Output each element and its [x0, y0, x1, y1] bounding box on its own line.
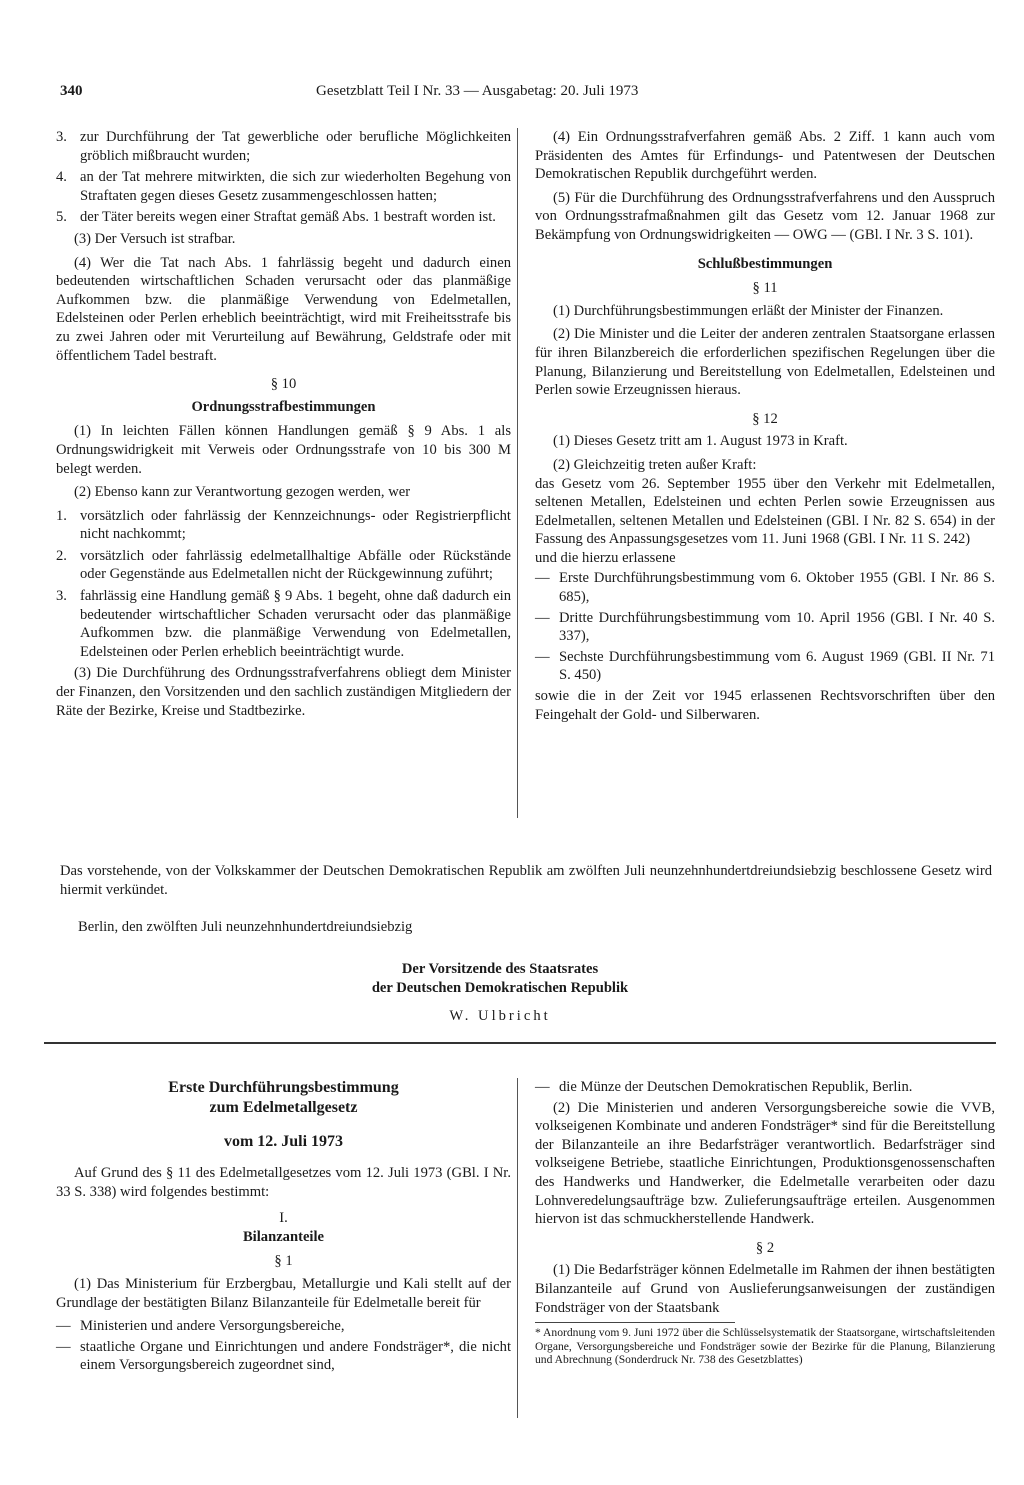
paragraph: (4) Ein Ordnungsstrafverfahren gemäß Abs. 2 Ziff. 1 kann auch vom Präsidenten des Amtes für Erfindungs- und Patentwesen der Deutschen Demokratischen Republik durchgeführt werden. [535, 129, 995, 183]
list-item: 2. vorsätzlich oder fahrlässig edelmetallhaltige Abfälle oder Rückstände oder Gegenstände aus Edelmetallen nicht der Rückgewinnung zuführt; [56, 547, 511, 583]
list-item: — Erste Durchführungsbestimmung vom 6. Oktober 1955 (GBl. I Nr. 86 S. 685), [535, 570, 995, 606]
list-item: — Dritte Durchführungsbestimmung vom 10. April 1956 (GBl. I Nr. 40 S. 337), [535, 609, 995, 645]
bottom-right-column [535, 1078, 995, 1372]
paragraph: (2) Die Minister und die Leiter der anderen zentralen Staatsorgane erlassen für ihren Bilanzbereich die erforderlichen spezifischen Regelungen über die Planung, Bilanzierung und Bereitstellung von Edelmetallen, Edelsteinen und Perlen sowie Erzeugnissen hieraus. [535, 326, 995, 399]
section-label: § 11 [752, 280, 778, 297]
column-divider [517, 1078, 518, 1418]
paragraph: sowie die in der Zeit vor 1945 erlassenen Rechtsvorschriften über den Feingehalt der Gold- und Silberwaren. [535, 688, 995, 723]
section-heading: Ordnungsstrafbestimmungen [191, 398, 376, 415]
paragraph: (2) Die Ministerien und anderen Versorgungsbereiche sowie die VVB, volkseigenen Kombinate und anderen Fondsträger* sind für die Bereitstellung der Bilanzanteile an ihre Bedarfsträger verantwortlich. Bedarfsträger sind volkseigene Betriebe, staatliche Einrichtungen, Produktionsgenossenschaften des Handwerks und Handwerker, die Edelmetalle verarbeiten oder dazu Lohnveredelungsaufträge bzw. Zulieferungsaufträge erteilen. Ausgenommen hiervon ist das schmuckherstellende Handwerk. [535, 1099, 995, 1228]
paragraph: (1) Dieses Gesetz tritt am 1. August 1973 in Kraft. [553, 433, 848, 450]
paragraph: (1) Die Bedarfsträger können Edelmetalle im Rahmen der ihnen bestätigten Bilanzanteile auf Grund von Auslieferungsanweisungen der zuständigen Fondsträger von der Staatsbank [535, 1262, 995, 1316]
top-left-column [56, 128, 511, 725]
column-divider [517, 128, 518, 818]
horizontal-rule [44, 1042, 996, 1044]
list-item: 5. der Täter bereits wegen einer Straftat gemäß Abs. 1 bestraft worden ist. [56, 209, 496, 226]
section-label: § 10 [270, 376, 297, 393]
bottom-left-column [56, 1078, 511, 1377]
list-item: — staatliche Organe und Einrichtungen und andere Fondsträger*, die nicht einem Versorgungsbereich zugeordnet sind, [56, 1338, 511, 1374]
paragraph: (4) Wer die Tat nach Abs. 1 fahrlässig begeht und dadurch einen bedeutenden wirtschaftlichen Schaden verursacht oder das planmäßige Aufkommen bzw. die planmäßige Verwendung von Edelmetallen, Edelsteinen oder Perlen erheblich beeinträchtigt, wird mit Freiheitsstrafe bis zu zwei Jahren oder mit Verurteilung auf Bewährung, Geldstrafe oder mit öffentlichem Tadel bestraft. [56, 254, 511, 364]
list-item: — die Münze der Deutschen Demokratischen Republik, Berlin. [535, 1079, 913, 1095]
section-label: § 12 [752, 410, 778, 427]
paragraph: (5) Für die Durchführung des Ordnungsstrafverfahrens und den Ausspruch von Ordnungsstrafmaßnahmen gilt das Gesetz vom 12. Januar 1968 zur Bekämpfung von Ordnungswidrigkeiten — OWG — (GBl. I Nr. 3 S. 101). [535, 189, 995, 243]
section-label: § 1 [274, 1253, 293, 1270]
section-heading: Schlußbestimmungen [697, 255, 833, 272]
paragraph: (1) Das Ministerium für Erzbergbau, Metallurgie und Kali stellt auf der Grundlage der bestätigten Bilanz Bilanzanteile für Edelmetalle bereit für [56, 1275, 511, 1311]
list-item: 3. zur Durchführung der Tat gewerbliche oder berufliche Möglichkeiten gröblich mißbraucht wurden; [56, 129, 511, 164]
paragraph: und die hierzu erlassene [535, 549, 676, 566]
signature-name: W. Ulbricht [449, 1008, 551, 1024]
list-item: 4. an der Tat mehrere mitwirkten, die sich zur wiederholten Begehung von Straftaten gegen dieses Gesetz zusammengeschlossen hatten; [56, 169, 511, 204]
paragraph: (1) In leichten Fällen können Handlungen gemäß § 9 Abs. 1 als Ordnungswidrigkeit mit Verweis oder Ordnungsstrafe von 10 bis 300 M belegt werden. [56, 423, 511, 477]
top-right-column [535, 128, 995, 729]
page-header [60, 82, 760, 104]
footnote-rule [535, 1322, 735, 1323]
paragraph: Auf Grund des § 11 des Edelmetallgesetzes vom 12. Juli 1973 (GBl. I Nr. 33 S. 338) wird folgendes bestimmt: [56, 1165, 511, 1200]
part-label: I. [279, 1210, 288, 1227]
decree-date: vom 12. Juli 1973 [223, 1133, 344, 1150]
signatory-title: Der Vorsitzende des Staatsrates der Deutschen Demokratischen Republik [371, 961, 629, 996]
paragraph: (2) Ebenso kann zur Verantwortung gezogen werden, wer [74, 484, 411, 501]
paragraph: (3) Der Versuch ist strafbar. [74, 230, 236, 247]
list-item: — Ministerien und andere Versorgungsbereiche, [56, 1318, 345, 1335]
list-item: — Sechste Durchführungsbestimmung vom 6. August 1969 (GBl. II Nr. 71 S. 450) [535, 648, 995, 684]
section-label: § 2 [755, 1239, 775, 1256]
promulgation-text: Das vorstehende, von der Volkskammer der Deutschen Demokratischen Republik am zwölften Juli neunzehnhundertdreiundsiebzig beschlossene Gesetz wird hiermit verkündet. [60, 863, 992, 898]
paragraph: (2) Gleichzeitig treten außer Kraft: [553, 456, 757, 473]
paragraph: das Gesetz vom 26. September 1955 über den Verkehr mit Edelmetallen, seltenen Metallen, Edelsteinen und echten Perlen sowie Erzeugnissen aus Edelmetallen, seltenen Metallen und Edelsteinen (GBl. I Nr. 82 S. 654) in der Fassung des Anpassungsgesetzes vom 11. Juni 1968 (GBl. I Nr. 11 S. 242) [535, 475, 995, 548]
list-item: 3. fahrlässig eine Handlung gemäß § 9 Abs. 1 begeht, ohne daß dadurch ein bedeutender wirtschaftlicher Schaden verursacht oder das planmäßige Aufkommen bzw. die planmäßige Verwendung von Edelmetallen, Edelsteinen oder Perlen erheblich beeinträchtigt wurde. [56, 588, 511, 660]
decree-title: Erste Durchführungsbestimmung zum Edelmetallgesetz [168, 1079, 399, 1116]
section-heading: Bilanzanteile [242, 1228, 325, 1245]
paragraph: (1) Durchführungsbestimmungen erläßt der Minister der Finanzen. [553, 302, 944, 319]
place-date: Berlin, den zwölften Juli neunzehnhundertdreiundsiebzig [78, 919, 413, 935]
running-title: Gesetzblatt Teil I Nr. 33 — Ausgabetag: 20. Juli 1973 [316, 83, 639, 99]
list-item: 1. vorsätzlich oder fahrlässig der Kennzeichnungs- oder Registrierpflicht nicht nachkommt; [56, 507, 511, 543]
page-number: 340 [60, 83, 83, 99]
paragraph: (3) Die Durchführung des Ordnungsstrafverfahrens obliegt dem Minister der Finanzen, den Vorsitzenden und den sachlich zuständigen Mitgliedern der Räte der Bezirke, Kreise und Stadtbezirke. [56, 665, 511, 719]
footnote: * Anordnung vom 9. Juni 1972 über die Schlüsselsystematik der Staatsorgane, wirtschaftsleitenden Organe, Versorgungsbereiche und Fondsträger sowie der Bezirke für die Planung, Bilanzierung und Abrechnung (Sonderdruck Nr. 738 des Gesetzblattes) [535, 1326, 995, 1367]
